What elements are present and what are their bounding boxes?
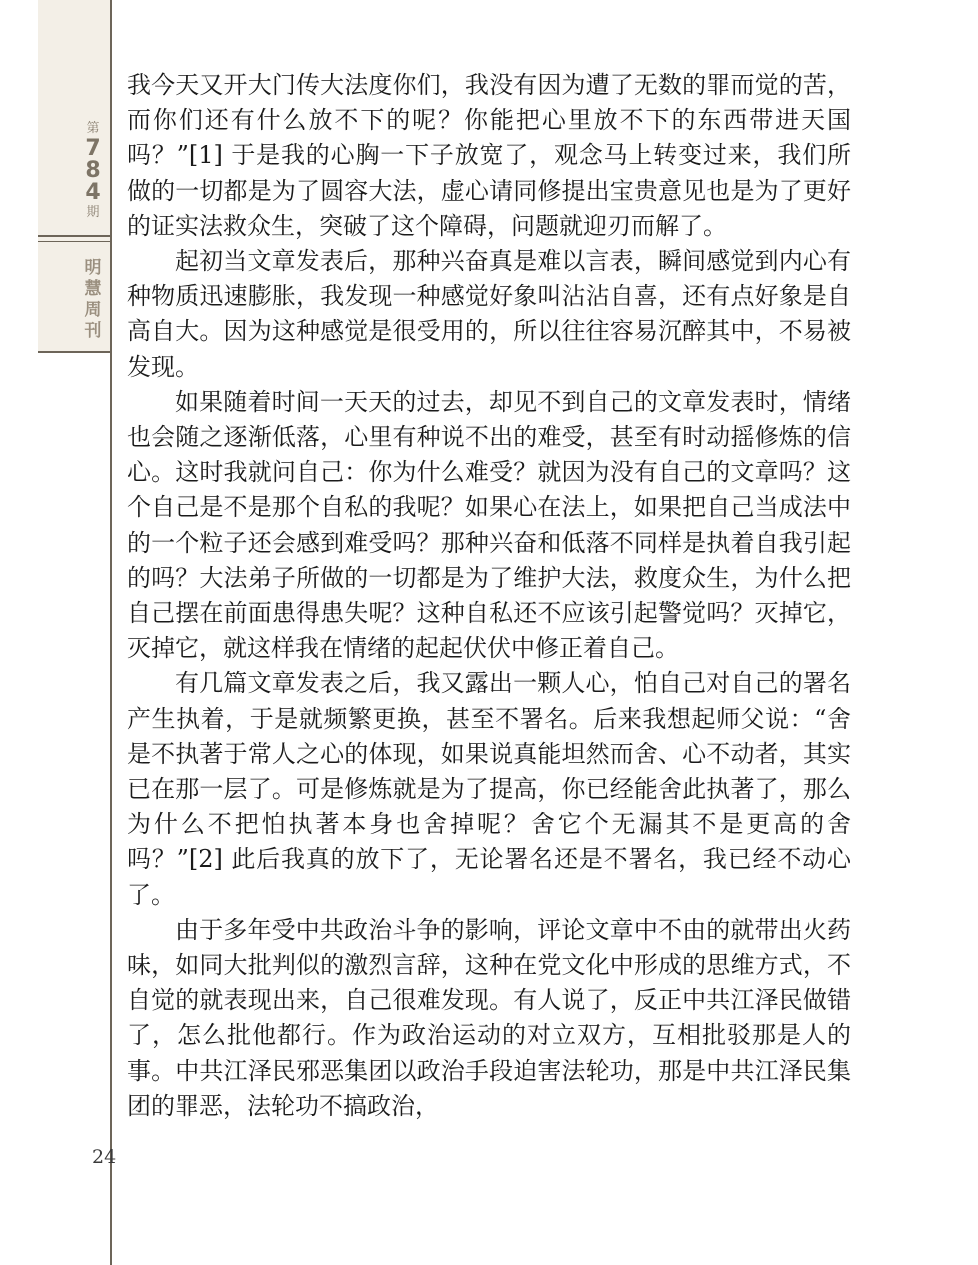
sidebar-divider-top [38,235,112,237]
publication-char: 周 [84,300,102,320]
article-body [127,68,851,1124]
issue-digit: 4 [85,180,101,205]
publication-name [82,258,104,342]
page-number: 24 [92,1146,117,1168]
issue-digit: 8 [85,158,101,183]
paragraph: 有几篇文章发表之后，我又露出一颗人心，怕自己对自己的署名产生执着，于是就频繁更换，甚至不署名。后来我想起师父说：“舍是不执著于常人之心的体现，如果说真能坦然而舍、心不动者，其实已在那一层了。可是修炼就是为了提高，你已经能舍此执著了，那么为什么不把怕执著本身也舍掉呢？舍它个无漏其不是更高的舍吗？”[2] 此后我真的放下了，无论署名还是不署名，我已经不动心了。 [127,669,851,909]
publication-char: 慧 [84,279,102,299]
publication-char: 刊 [84,321,102,341]
paragraph: 我今天又开大门传大法度你们，我没有因为遭了无数的罪而觉的苦，而你们还有什么放不下的呢？你能把心里放不下的东西带进天国吗？”[1] 于是我的心胸一下子放宽了，观念马上转变过来，我们所做的一切都是为了圆容大法，虚心请同修提出宝贵意见也是为了更好的证实法救众生，突破了这个障碍，问题就迎刃而解了。 [127,71,851,240]
paragraph: 起初当文章发表后，那种兴奋真是难以言表，瞬间感觉到内心有种物质迅速膨胀，我发现一种感觉好象叫沾沾自喜，还有点好象是自高自大。因为这种感觉是很受用的，所以往往容易沉醉其中，不易被发现。 [127,247,851,381]
publication-char: 明 [84,258,102,278]
sidebar-divider-top-thin [38,241,112,242]
issue-number [85,138,100,204]
issue-suffix: 期 [86,205,100,220]
issue-prefix: 第 [86,121,100,136]
margin-rule [110,0,112,1265]
paragraph: 如果随着时间一天天的过去，却见不到自己的文章发表时，情绪也会随之逐渐低落，心里有种说不出的难受，甚至有时动摇修炼的信心。这时我就问自己：你为什么难受？就因为没有自己的文章吗？这个自己是不是那个自私的我呢？如果心在法上，如果把自己当成法中的一个粒子还会感到难受吗？那种兴奋和低落不同样是执着自我引起的吗？大法弟子所做的一切都是为了维护大法，救度众生，为什么把自己摆在前面患得患失呢？这种自私还不应该引起警觉吗？灭掉它，灭掉它，就这样我在情绪的起起伏伏中修正着自己。 [127,387,851,663]
paragraph: 由于多年受中共政治斗争的影响，评论文章中不由的就带出火药味，如同大批判似的激烈言辞，这种在党文化中形成的思维方式，不自觉的就表现出来，自己很难发现。有人说了，反正中共江泽民做错了，怎么批他都行。作为政治运动的对立双方，互相批驳那是人的事。中共江泽民邪恶集团以政治手段迫害法轮功，那是中共江泽民集团的罪恶，法轮功不搞政治， [127,915,851,1120]
issue-marker [80,120,106,222]
issue-digit: 7 [85,136,101,161]
sidebar-divider-bottom [38,351,112,353]
